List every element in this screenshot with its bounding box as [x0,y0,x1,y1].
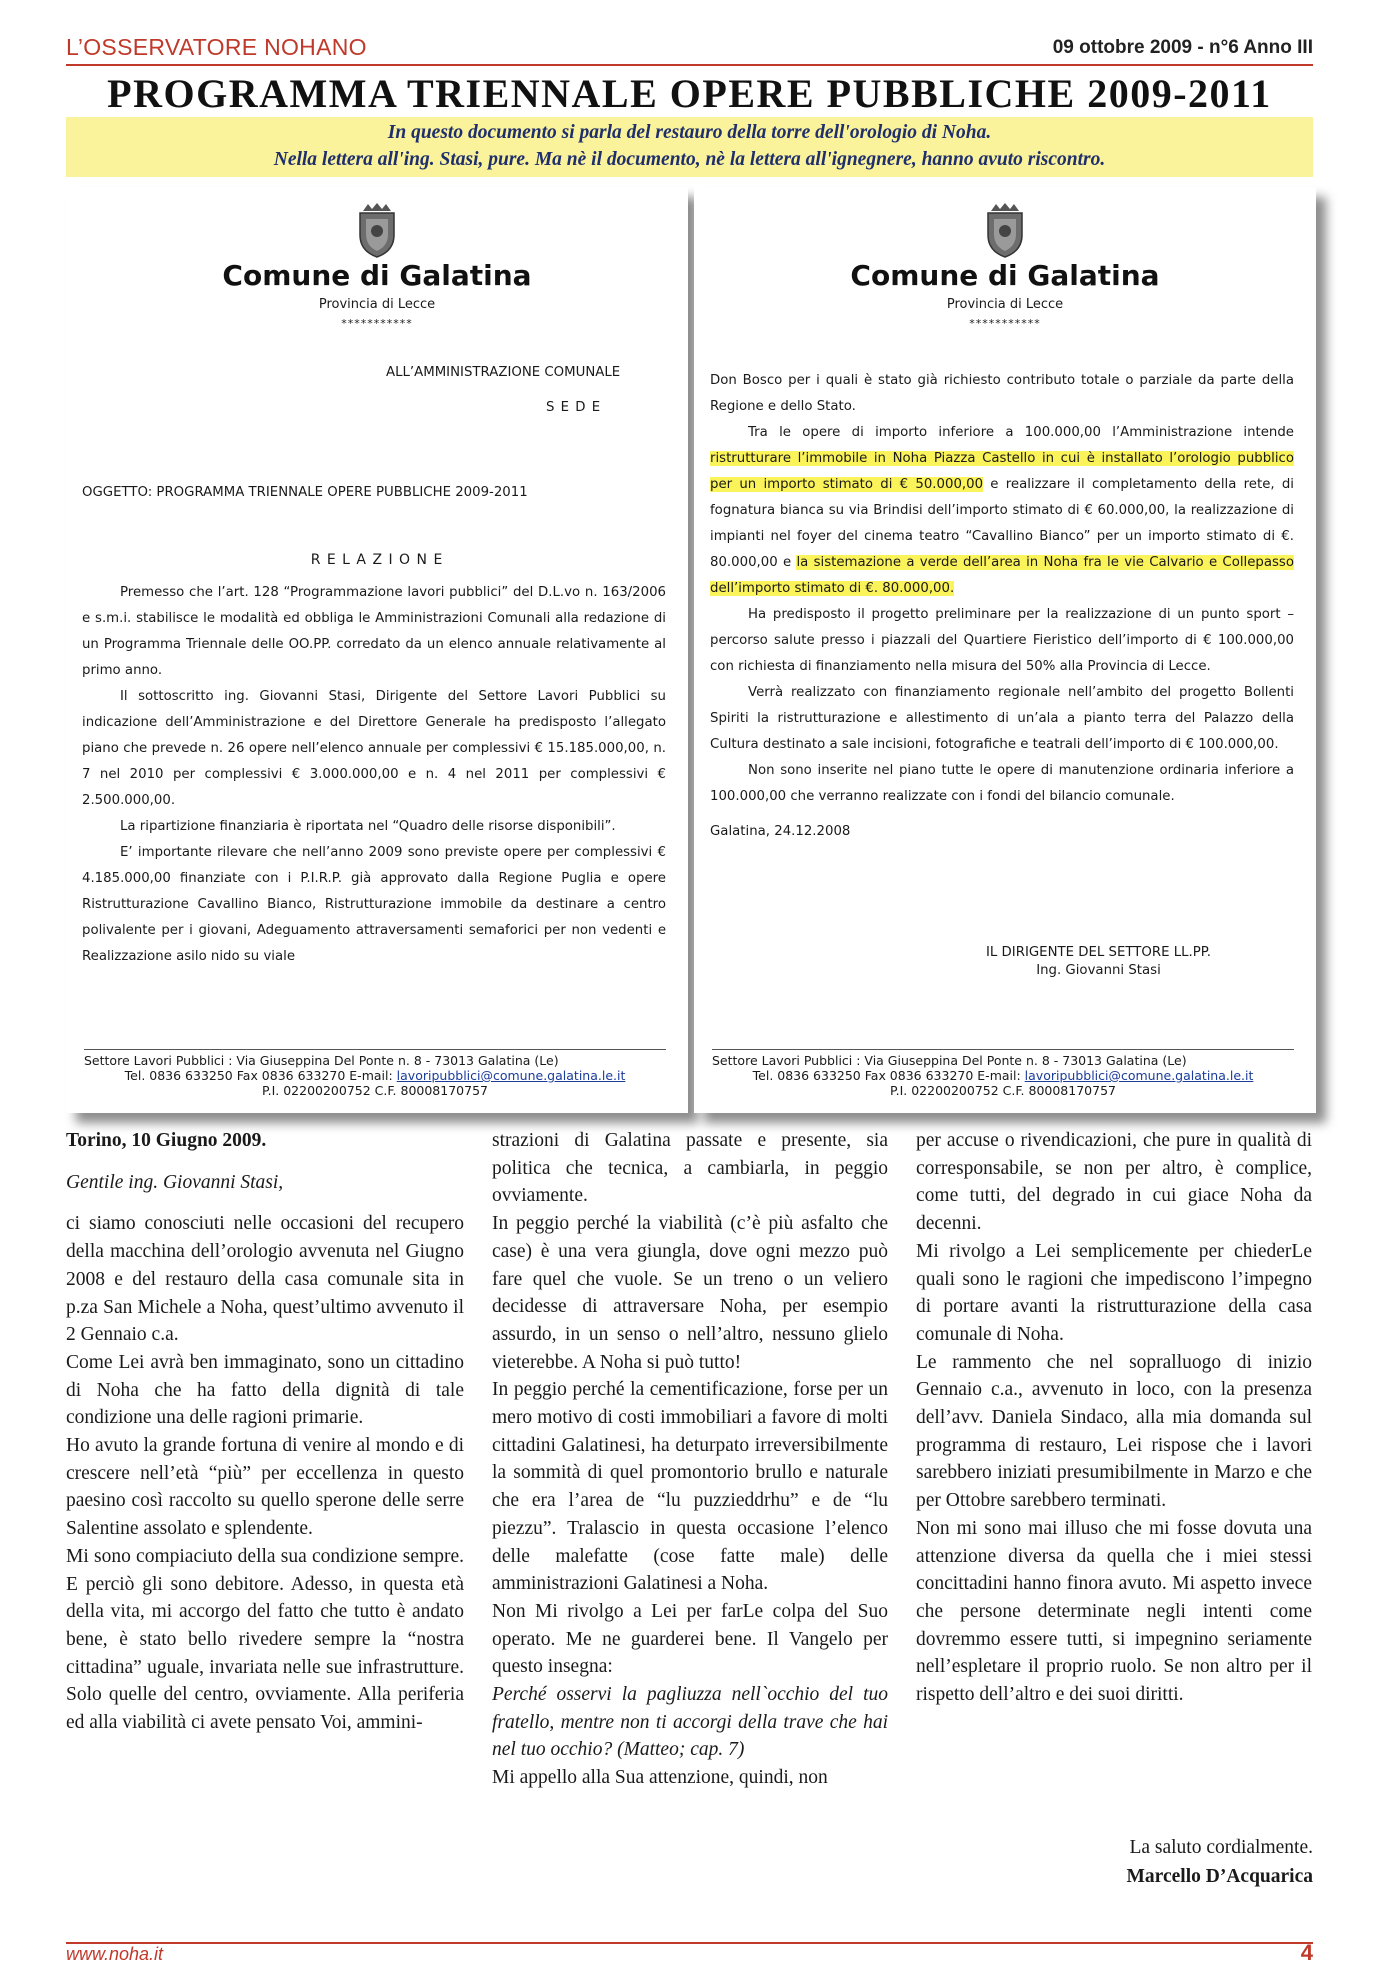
letter-greeting: Gentile ing. Giovanni Stasi, [66,1171,284,1193]
letter-paragraph: Non Mi rivolgo a Lei per farLe colpa del Suo operato. Me ne guarderei bene. Il Vangelo per questo insegna: [492,1600,888,1678]
coat-of-arms-icon [982,201,1028,259]
signature-title: IL DIRIGENTE DEL SETTORE LL.PP. [986,945,1211,960]
doc-paragraph: E’ importante rilevare che nell’anno 2009 sono previste opere per complessivi € 4.185.000,00 finanziate con i P.I.R.P. già approvato dalla Regione Puglia e opere Ristrutturazione Cavallino Bianco, Ristrutturazione immobile da destinare a centro polivalente per i giovani, Adeguamento attraversamenti semaforici per non vedenti e Realizzazione asilo nido su viale [82,845,666,964]
separator-stars: *********** [969,317,1041,330]
place-date: Galatina, 24.12.2008 [710,824,851,839]
scanned-document-page-2 [694,187,1316,1113]
page-number: 4 [1300,1940,1313,1965]
doc-paragraph: La ripartizione finanziaria è riportata nel “Quadro delle risorse disponibili”. [120,819,616,834]
issue-date: 09 ottobre 2009 - n°6 Anno III [1052,37,1313,58]
provincia-label: Provincia di Lecce [318,297,436,312]
comune-title: Comune di Galatina [222,259,532,292]
highlighted-text: ristrutturare l’immobile in Noha Piazza Castello in cui è installato l’orologio pubblico per un importo stimato di € 50.000,00 [710,451,1294,492]
footer-address: Settore Lavori Pubblici : Via Giuseppina Del Ponte n. 8 - 73013 Galatina (Le) [84,1053,559,1068]
website-link[interactable]: www.noha.it [66,1944,164,1964]
signature-block [986,944,1211,980]
masthead-title: L’OSSERVATORE NOHANO [66,34,367,60]
letter-paragraph: Non mi sono mai illuso che mi fosse dovuta una attenzione diversa da quella che i miei stessi concittadini hanno finora avuto. Mi aspetto invece che persone determinate negli intenti come dovremmo essere tutti, si impegnino seriamente nell’espletare il proprio ruolo. Se non altro per il rispetto dell’altro e dei suoi diritti. [916,1517,1312,1706]
gospel-quote: Perché osservi la pagliuzza nell`occhio del tuo fratello, mentre non ti accorgi della trave che hai nel tuo occhio? (Matteo; cap. 7) [492,1684,888,1761]
footer-rule [66,1942,1313,1944]
letter-signoff [1127,1833,1313,1891]
closing-line: La saluto cordialmente. [1129,1837,1313,1858]
doc-paragraph: Il sottoscritto ing. Giovanni Stasi, Dirigente del Settore Lavori Pubblici su indicazione dell’Amministrazione e del Direttore Generale ha predisposto l’allegato piano che prevede n. 26 opere nell’elenco annuale per complessivi € 15.185.000,00, n. 7 nel 2010 per complessivi € 3.000.000,00 e n. 4 nel 2011 per complessivi € 2.500.000,00. [82,689,666,808]
footer-contacts: Tel. 0836 633250 Fax 0836 633270 E-mail: [752,1068,1025,1083]
footer-email-link[interactable]: lavoripubblici@comune.galatina.le.it [396,1068,626,1083]
author-signature: Marcello D’Acquarica [1126,1866,1313,1887]
intro-box [66,117,1313,177]
doc-paragraph: Premesso che l’art. 128 “Programmazione lavori pubblici” del D.L.vo n. 163/2006 e s.m.i. stabilisce le modalità ed obbliga le Amministrazioni Comunali alla redazione di un Programma Triennale delle OO.PP. corredato da un elenco annuale relativamente al primo anno. [82,585,666,678]
addressee: ALL’AMMINISTRAZIONE COMUNALE [386,365,621,380]
doc-footer [84,1049,666,1098]
doc-text-run: Tra le opere di importo inferiore a 100.000,00 l’Amministrazione intende [748,425,1294,440]
doc-paragraph: Ha predisposto il progetto preliminare per la realizzazione di un punto sport – percorso salute presso i piazzali del Quartiere Fieristico dell’importo di € 100.000,00 con richiesta di finanziamento nella misura del 50% alla Provincia di Lecce. [710,607,1294,674]
relazione-body [82,580,666,970]
doc-footer [712,1049,1294,1098]
letter-column-1 [66,1127,464,1737]
doc-text-run: e realizzare il completamento della rete, di fognatura bianca su via Brindisi dell’importo stimato di € 60.000,00, la realizzazione di impianti nel foyer del cinema teatro “Cavallino Bianco” per un importo stimato di €. 80.000,00 e [710,477,1294,570]
footer-address: Settore Lavori Pubblici : Via Giuseppina Del Ponte n. 8 - 73013 Galatina (Le) [712,1053,1187,1068]
footer-email-link[interactable]: lavoripubblici@comune.galatina.le.it [1024,1068,1254,1083]
header-rule [66,64,1313,66]
letter-paragraph: Le rammento che nel sopralluogo di inizio Gennaio c.a., avvenuto in loco, con la presenza dell’avv. Daniela Sindaco, alla mia domanda sul programma di restauro, Lei rispose che i lavori sarebbero iniziati presumibilmente in Marzo e che per Ottobre sarebbero terminati. [916,1351,1312,1512]
relazione-heading: R E L A Z I O N E [310,552,444,568]
relazione-body-continued [710,368,1294,845]
doc-paragraph: Non sono inserite nel piano tutte le opere di manutenzione ordinaria inferiore a 100.000,00 che verranno realizzate con i fondi del bilancio comunale. [710,763,1294,804]
highlighted-text: la sistemazione a verde dell’area in Noha fra le vie Calvario e Collepasso dell’importo stimato di €. 80.000,00. [710,555,1294,596]
letter-paragraph: Come Lei avrà ben immaginato, sono un cittadino di Noha che ha fatto della dignità di tale condizione una delle ragioni primarie. [66,1351,464,1429]
doc-paragraph: Verrà realizzato con finanziamento regionale nell’ambito del progetto Bollenti Spiriti la ristrutturazione e allestimento di un’ala a pianto terra del Palazzo della Cultura destinato a sale incisioni, fotografiche e teatrali dell’importo di € 100.000,00. [710,685,1294,752]
letter-paragraph: Ho avuto la grande fortuna di venire al mondo e di crescere nell’età “più” per eccellenza in questo paesino così raccolto su quello sperone delle serre Salentine assolato e splendente. [66,1435,464,1540]
intro-line-1: In questo documento si parla del restauro della torre dell'orologio di Noha. [387,122,992,143]
footer-tax-ids: P.I. 02200200752 C.F. 80008170757 [890,1083,1116,1098]
scanned-document-page-1 [66,187,688,1113]
footer-tax-ids: P.I. 02200200752 C.F. 80008170757 [262,1083,488,1098]
provincia-label: Provincia di Lecce [946,297,1064,312]
letter-paragraph: Mi sono compiaciuto della sua condizione sempre. E perciò gli sono debitore. Adesso, in questa età della vita, mi accorgo del fatto che tutto è andato bene, è stato bello rivedere sempre la “nostra cittadina” uguale, invariata nelle sue infrastrutture. Solo quelle del centro, ovviamente. Alla periferia ed alla viabilità ci avete pensato Voi, ammini- [66,1545,464,1734]
letter-paragraph: per accuse o rivendicazioni, che pure in qualità di corresponsabile, se non per altro, è complice, come tutti, del degrado in cui giace Noha da decenni. [916,1130,1312,1235]
letter-paragraph: In peggio perché la viabilità (c’è più asfalto che case) è una vera giungla, dove ogni mezzo può fare quel che vuole. Se un treno o un veliero decidesse di attraversare Noha, per esempio assurdo, in un senso o nell’altro, nessuno glielo vieterebbe. A Noha si può tutto! [492,1213,888,1373]
letter-paragraph: strazioni di Galatina passate e presente, sia politica che tecnica, a cambiarla, in peggio ovviamente. [492,1130,888,1207]
sede-label: S E D E [546,400,602,415]
comune-title: Comune di Galatina [850,259,1160,292]
letter-paragraph: Mi rivolgo a Lei semplicemente per chiederLe quali sono le ragioni che impediscono l’impegno di portare avanti la ristrutturazione della casa comunale di Noha. [916,1240,1312,1345]
doc-paragraph-highlighted [710,420,1294,602]
letter-paragraph: ci siamo conosciuti nelle occasioni del recupero della macchina dell’orologio avvenuta nel Giugno 2008 e del restauro della casa comunale sita in p.za San Michele a Noha, quest’ultimo avvenuto il 2 Gennaio c.a. [66,1213,464,1346]
intro-line-2: Nella lettera all'ing. Stasi, pure. Ma nè il documento, nè la lettera all'ignegnere, hanno avuto riscontro. [273,149,1106,170]
signature-name: Ing. Giovanni Stasi [1036,963,1161,978]
doc-paragraph: Don Bosco per i quali è stato già richiesto contributo totale o parziale da parte della Regione e dello Stato. [710,373,1294,414]
separator-stars: *********** [341,317,413,330]
letter-date: Torino, 10 Giugno 2009. [66,1130,267,1151]
letter-paragraph: In peggio perché la cementificazione, forse per un mero motivo di costi immobiliari a favore di molti cittadini Galatinesi, ha deturpato irreversibilmente la sommità di quel promontorio brullo e naturale che era l’area de “lu puzzieddrhu” e de “lu piezzu”. Tralascio in questa occasione l’elenco delle malefatte (cose fatte male) delle amministrazioni Galatinesi a Noha. [492,1379,888,1595]
coat-of-arms-icon [354,201,400,259]
oggetto-line: OGGETTO: PROGRAMMA TRIENNALE OPERE PUBBLICHE 2009-2011 [82,485,528,500]
page-headline: PROGRAMMA TRIENNALE OPERE PUBBLICHE 2009-2011 [107,71,1272,116]
letter-column-2 [492,1127,888,1792]
letter-paragraph: Mi appello alla Sua attenzione, quindi, non [492,1767,828,1789]
letter-column-3 [916,1127,1312,1709]
footer-contacts: Tel. 0836 633250 Fax 0836 633270 E-mail: [124,1068,397,1083]
